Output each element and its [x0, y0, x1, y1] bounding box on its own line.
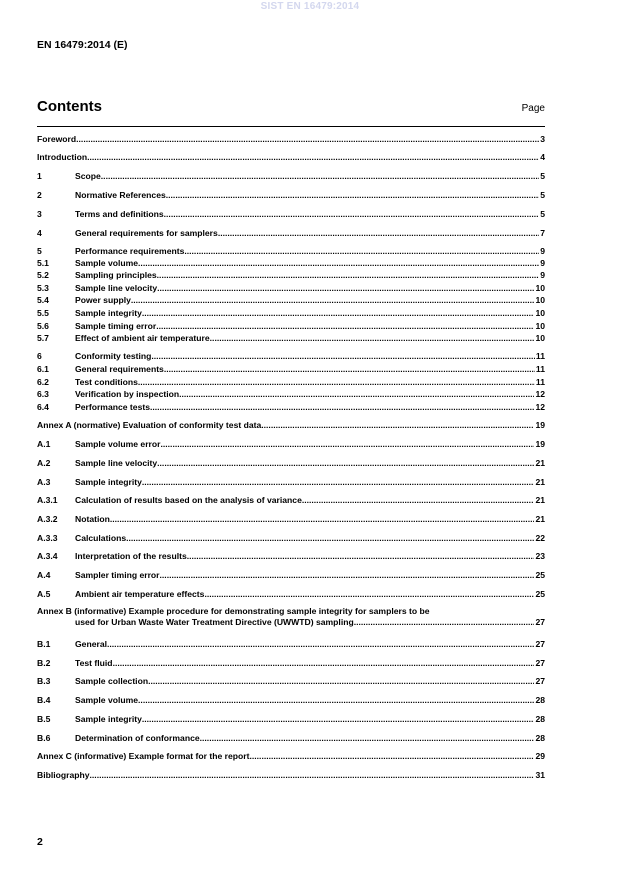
toc-entry-page: 9: [540, 246, 545, 256]
toc-entry-number: A.5: [37, 589, 51, 599]
toc-entry-number: 6.1: [37, 364, 49, 374]
dot-leader: [184, 246, 539, 257]
toc-entry-title: Verification by inspection: [75, 389, 180, 399]
toc-entry-number: 5.3: [37, 283, 49, 293]
toc-entry-title: Annex A (normative) Evaluation of conformity test data: [37, 420, 262, 430]
dot-leader: [210, 333, 535, 344]
toc-entry-title: Bibliography: [37, 770, 90, 780]
toc-entry-number: 2: [37, 190, 42, 200]
toc-entry-number: 6: [37, 351, 42, 361]
dot-leader: [138, 258, 539, 269]
dot-leader: [157, 270, 540, 281]
toc-entry-title: Sample collection: [75, 676, 149, 686]
toc-entry-page: 10: [535, 321, 545, 331]
toc-entry-page: 4: [540, 152, 545, 162]
toc-entry-title: Sample timing error: [75, 321, 157, 331]
toc-entry-number: 5.1: [37, 258, 49, 268]
toc-entry-title: Effect of ambient air temperature: [75, 333, 210, 343]
toc-entry-page: 25: [535, 589, 545, 599]
toc-entry-number: A.1: [37, 439, 51, 449]
toc-entry-number: 5: [37, 246, 42, 256]
toc-entry-page: 27: [535, 616, 545, 627]
dot-leader: [110, 514, 535, 525]
dot-leader: [142, 308, 535, 319]
dot-leader: [87, 152, 539, 163]
toc-entry-number: A.3.1: [37, 495, 58, 505]
toc-entry-number: 1: [37, 171, 42, 181]
toc-entry-title: Introduction: [37, 152, 88, 162]
dot-leader: [157, 283, 534, 294]
toc-entry-page: 28: [535, 733, 545, 743]
watermark: SIST EN 16479:2014: [260, 1, 360, 12]
toc-entry-title: Test fluid: [75, 658, 113, 668]
dot-leader: [150, 402, 534, 413]
toc-entry-page: 10: [535, 308, 545, 318]
toc-entry-page: 21: [535, 495, 545, 505]
toc-entry-page: 12: [535, 402, 545, 412]
toc-entry-title: Ambient air temperature effects: [75, 589, 205, 599]
dot-leader: [200, 733, 535, 744]
toc-entry-title: Calculations: [75, 533, 127, 543]
toc-entry-title: Sampler timing error: [75, 570, 160, 580]
toc-entry-page: 9: [540, 270, 545, 280]
dot-leader: [101, 171, 539, 182]
toc-entry-title: Conformity testing: [75, 351, 152, 361]
toc-entry-number: A.3: [37, 477, 51, 487]
toc-entry-page: 28: [535, 714, 545, 724]
toc-entry-page: 11: [535, 351, 545, 361]
toc-entry-title: Performance tests: [75, 402, 150, 412]
toc-entry-page: 5: [540, 171, 545, 181]
dot-leader: [302, 495, 535, 506]
dot-leader: [151, 351, 535, 362]
contents-title: Contents: [37, 98, 102, 115]
toc-entry-title: Scope: [75, 171, 101, 181]
dot-leader: [131, 295, 535, 306]
toc-entry-title: Sample line velocity: [75, 458, 158, 468]
toc-entry-title: Power supply: [75, 295, 131, 305]
toc-entry-title: Sampling principles: [75, 270, 157, 280]
toc-entry-title: Normative References: [75, 190, 166, 200]
dot-leader: [90, 770, 535, 781]
dot-leader: [204, 589, 534, 600]
toc-entry-title: Sample volume: [75, 695, 139, 705]
toc-entry-page: 12: [535, 389, 545, 399]
toc-entry-title: Calculation of results based on the analysis of variance: [75, 495, 302, 505]
toc-entry-number: B.5: [37, 714, 51, 724]
toc-entry-page: 5: [540, 190, 545, 200]
dot-leader: [179, 389, 534, 400]
toc-entry-title: Notation: [75, 514, 110, 524]
dot-leader: [107, 639, 534, 650]
toc-entry-page: 28: [535, 695, 545, 705]
toc-entry-page: 27: [535, 676, 545, 686]
dot-leader: [142, 477, 535, 488]
toc-entry-title: Sample line velocity: [75, 283, 158, 293]
toc-entry-number: A.2: [37, 458, 51, 468]
toc-entry-title: General requirements: [75, 364, 164, 374]
table-of-contents: [37, 126, 545, 780]
dot-leader: [218, 228, 539, 239]
toc-entry-title: Test conditions: [75, 377, 138, 387]
toc-entry-page: 27: [535, 639, 545, 649]
toc-entry-page: 5: [540, 209, 545, 219]
dot-leader: [166, 190, 539, 201]
toc-entry-page: 21: [535, 514, 545, 524]
toc-entry[interactable]: [37, 606, 545, 627]
toc-entry-title: Performance requirements: [75, 246, 185, 256]
toc-entry-page: 11: [535, 377, 545, 387]
toc-entry-page: 10: [535, 295, 545, 305]
toc-entry-title: Determination of conformance: [75, 733, 200, 743]
toc-entry-number: A.3.2: [37, 514, 58, 524]
dot-leader: [76, 134, 539, 145]
toc-entry-number: B.6: [37, 733, 51, 743]
dot-leader: [126, 533, 534, 544]
toc-entry-number: 6.4: [37, 402, 49, 412]
toc-entry-page: 25: [535, 570, 545, 580]
page-column-label: Page: [521, 103, 545, 114]
toc-entry-page: 19: [535, 439, 545, 449]
toc-entry-page: 22: [535, 533, 545, 543]
toc-entry-page: 31: [535, 770, 545, 780]
toc-entry-number: 5.6: [37, 321, 49, 331]
toc-entry-number: 5.2: [37, 270, 49, 280]
toc-entry-title-line1: Annex B (informative) Example procedure for demonstrating sample integrity for samplers to be: [37, 606, 430, 616]
toc-entry-number: B.3: [37, 676, 51, 686]
dot-leader: [156, 321, 534, 332]
dot-leader: [113, 658, 535, 669]
dot-leader: [164, 364, 535, 375]
toc-entry-page: 21: [535, 458, 545, 468]
toc-entry-page: 10: [535, 283, 545, 293]
toc-entry-title: Foreword: [37, 134, 77, 144]
dot-leader: [160, 570, 535, 581]
toc-entry-title: Sample integrity: [75, 714, 142, 724]
dot-leader: [354, 617, 535, 628]
toc-entry-title: Sample integrity: [75, 308, 142, 318]
toc-entry-number: 4: [37, 228, 42, 238]
dot-leader: [148, 676, 534, 687]
toc-entry-number: 5.4: [37, 295, 49, 305]
toc-entry-title: used for Urban Waste Water Treatment Directive (UWWTD) sampling: [75, 616, 354, 627]
toc-entry-number: A.3.3: [37, 533, 58, 543]
toc-entry-page: 21: [535, 477, 545, 487]
toc-entry-number: 6.3: [37, 389, 49, 399]
dot-leader: [157, 458, 534, 469]
toc-entry-title: Sample integrity: [75, 477, 142, 487]
toc-entry-page: 19: [535, 420, 545, 430]
toc-entry-number: B.1: [37, 639, 51, 649]
toc-entry-number: 5.5: [37, 308, 49, 318]
dot-leader: [138, 377, 535, 388]
toc-entry-number: 3: [37, 209, 42, 219]
dot-leader: [138, 695, 534, 706]
toc-entry-number: B.2: [37, 658, 51, 668]
toc-entry-page: 11: [535, 364, 545, 374]
toc-entry-title: Terms and definitions: [75, 209, 164, 219]
toc-entry-number: 5.7: [37, 333, 49, 343]
dot-leader: [161, 439, 535, 450]
toc-entry-title: Sample volume error: [75, 439, 161, 449]
toc-entry-number: A.3.4: [37, 551, 58, 561]
page-number: 2: [37, 836, 43, 848]
dot-leader: [187, 551, 535, 562]
toc-entry-page: 3: [540, 134, 545, 144]
dot-leader: [250, 751, 535, 762]
toc-entry-title: General: [75, 639, 108, 649]
toc-entry-page: 10: [535, 333, 545, 343]
toc-entry-page: 9: [540, 258, 545, 268]
toc-entry-page: 27: [535, 658, 545, 668]
toc-entry-page: 7: [540, 228, 545, 238]
document-id: EN 16479:2014 (E): [37, 39, 128, 51]
dot-leader: [261, 420, 534, 431]
toc-entry-number: A.4: [37, 570, 51, 580]
toc-entry-number: 6.2: [37, 377, 49, 387]
toc-entry-title: Sample volume: [75, 258, 139, 268]
toc-entry-title: Interpretation of the results: [75, 551, 187, 561]
toc-entry-title: General requirements for samplers: [75, 228, 218, 238]
toc-entry-page: 29: [535, 751, 545, 761]
toc-entry-title: Annex C (informative) Example format for the report: [37, 751, 250, 761]
toc-entry-number: B.4: [37, 695, 51, 705]
toc-entry-page: 23: [535, 551, 545, 561]
dot-leader: [142, 714, 535, 725]
dot-leader: [164, 209, 540, 220]
